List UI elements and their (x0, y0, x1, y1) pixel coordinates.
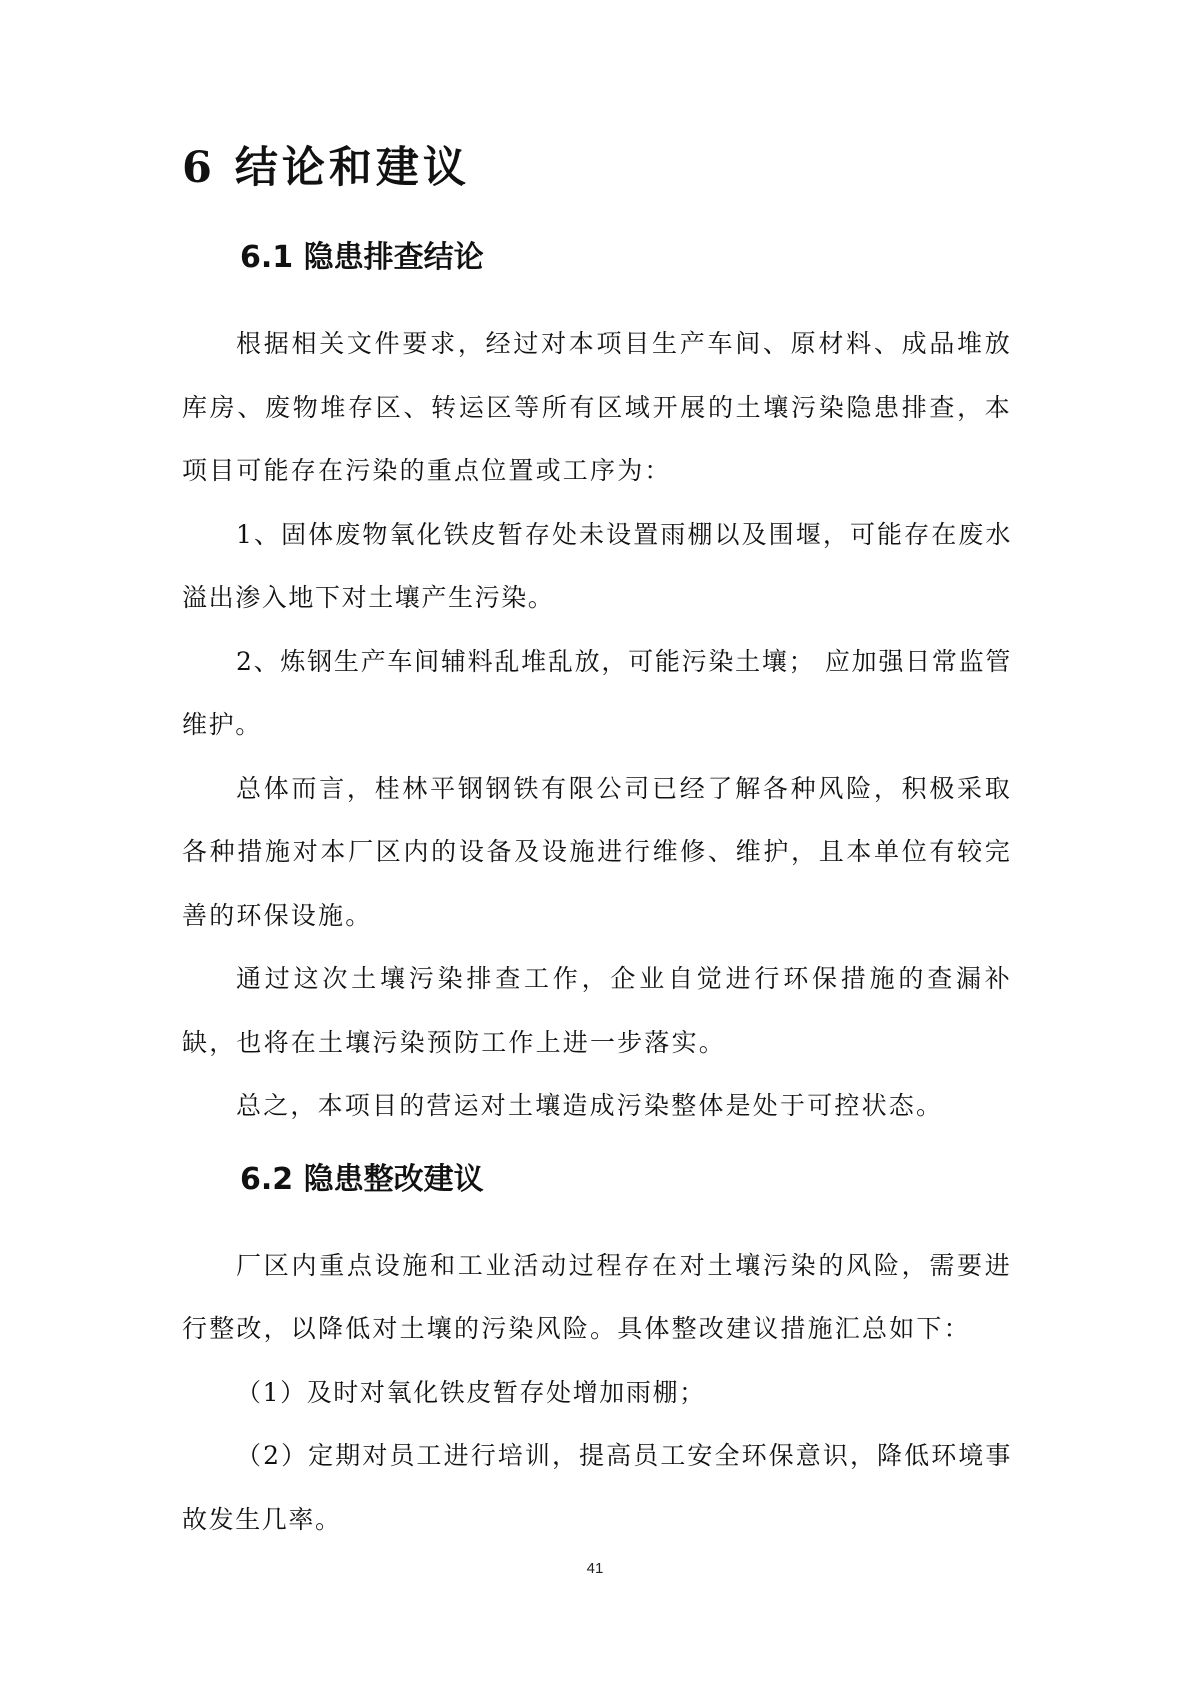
paragraph-rectification-intro: 厂区内重点设施和工业活动过程存在对土壤污染的风险，需要进行整改，以降低对土壤的污染风险。具体整改建议措施汇总如下： (182, 1250, 1012, 1343)
paragraph-recommendation-1: （1）及时对氧化铁皮暂存处增加雨棚； (236, 1377, 706, 1407)
paragraph-improvement: 通过这次土壤污染排查工作，企业自觉进行环保措施的查漏补缺，也将在土壤污染预防工作上进一步落实。 (182, 964, 1012, 1057)
paragraph-finding-1: 1、固体废物氧化铁皮暂存处未设置雨棚以及围堰，可能存在废水溢出渗入地下对土壤产生污染。 (182, 519, 1012, 612)
section-heading-6-2: 6.2 隐患整改建议 (240, 1161, 484, 1197)
paragraph-scope: 根据相关文件要求，经过对本项目生产车间、原材料、成品堆放库房、废物堆存区、转运区等所有区域开展的土壤污染隐患排查，本项目可能存在污染的重点位置或工序为： (182, 329, 1012, 485)
chapter-heading: 6 结论和建议 (182, 143, 470, 193)
section-heading-6-1: 6.1 隐患排查结论 (240, 240, 484, 275)
page-content (182, 138, 1012, 1551)
paragraph-finding-2: 2、炼钢生产车间辅料乱堆乱放，可能污染土壤； 应加强日常监管维护。 (182, 646, 1012, 739)
paragraph-recommendation-2: （2）定期对员工进行培训，提高员工安全环保意识，降低环境事故发生几率。 (182, 1441, 1012, 1534)
page-number: 41 (586, 1560, 604, 1577)
paragraph-overall: 总体而言，桂林平钢钢铁有限公司已经了解各种风险，积极采取各种措施对本厂区内的设备及设施进行维修、维护，且本单位有较完善的环保设施。 (182, 773, 1012, 930)
paragraph-summary: 总之，本项目的营运对土壤造成污染整体是处于可控状态。 (236, 1091, 944, 1120)
